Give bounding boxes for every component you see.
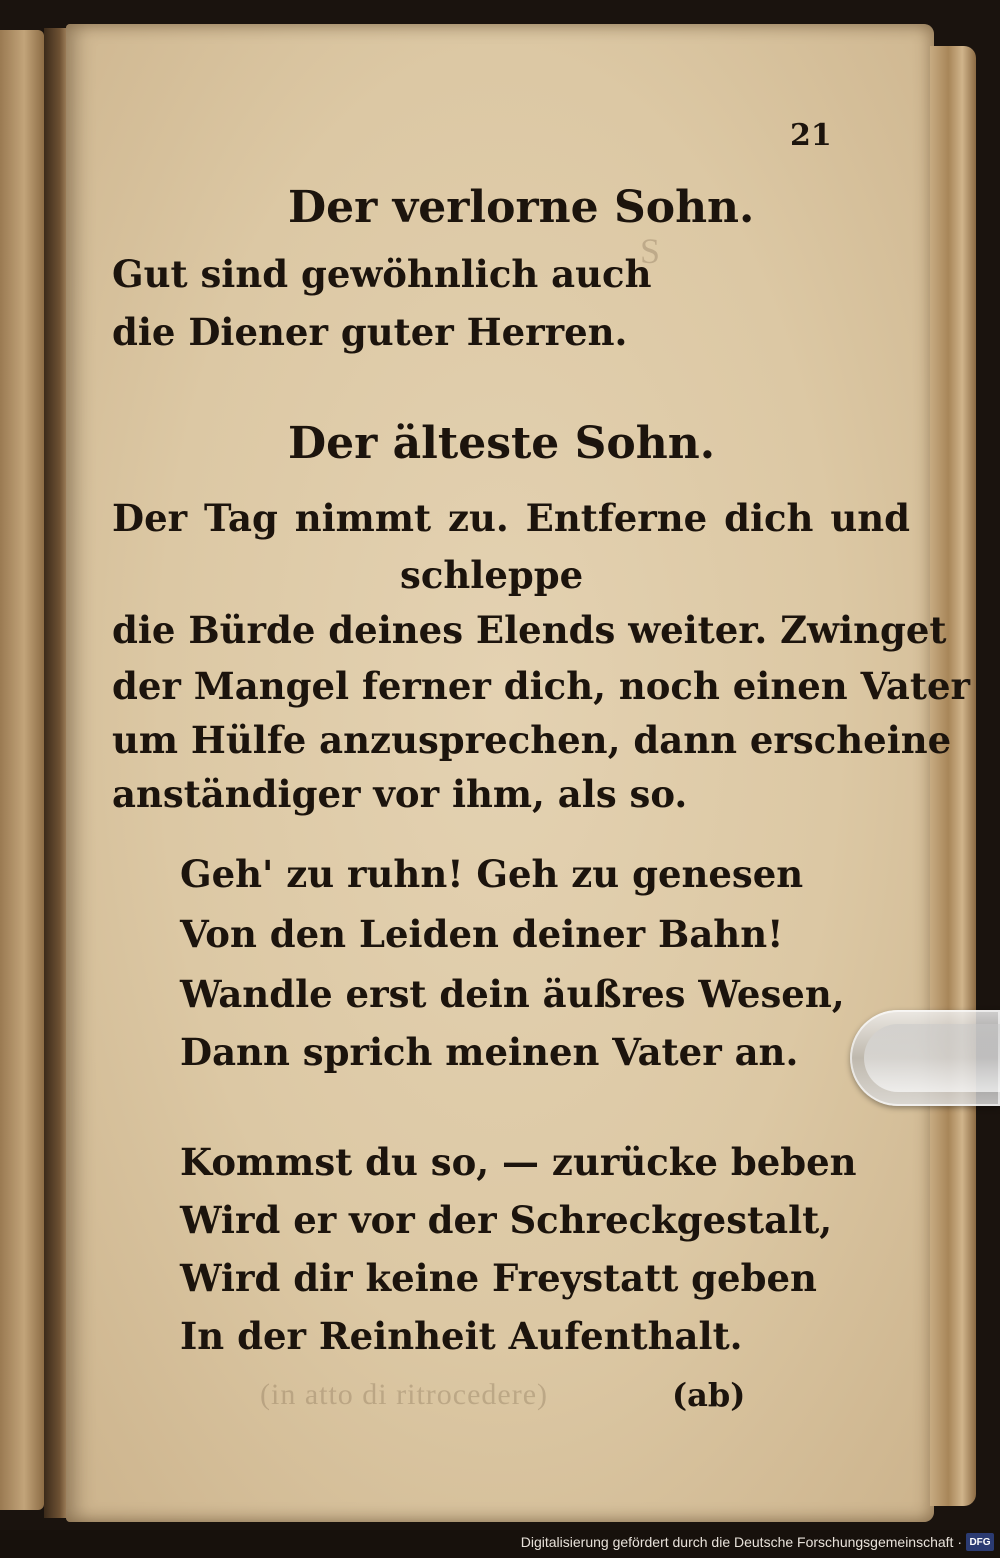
verse-line: Von den Leiden deiner Bahn!	[180, 912, 784, 956]
page-fore-edge	[930, 46, 976, 1506]
text-line: Der Tag nimmt zu. Entferne dich und	[112, 496, 911, 540]
bleed-through-text: (in atto di ritrocedere)	[260, 1378, 549, 1411]
text-line: die Bürde deines Elends weiter. Zwinget	[112, 608, 947, 652]
catchword: (ab)	[672, 1376, 746, 1414]
section-heading: Der älteste Sohn.	[288, 418, 716, 469]
verse-line: Geh' zu ruhn! Geh zu genesen	[180, 852, 804, 896]
bleed-through-text: S	[640, 231, 662, 271]
digitization-credit: Digitalisierung gefördert durch die Deutsche Forschungsgemeinschaft ·	[520, 1534, 962, 1550]
page-number: 21	[790, 118, 832, 153]
text-line: der Mangel ferner dich, noch einen Vater	[112, 664, 970, 708]
text-line: die Diener guter Herren.	[112, 310, 628, 354]
page-holder-clip	[850, 1010, 1000, 1106]
verse-line: Dann sprich meinen Vater an.	[180, 1030, 799, 1074]
section-heading: Der verlorne Sohn.	[288, 182, 755, 233]
text-line: Gut sind gewöhnlich auch	[112, 252, 652, 296]
verse-line: Wird er vor der Schreckgestalt,	[180, 1198, 833, 1242]
verse-line: Kommst du so, — zurücke beben	[180, 1140, 857, 1184]
left-page-edge	[0, 30, 44, 1510]
dfg-logo: DFG	[966, 1533, 994, 1551]
verse-line: In der Reinheit Aufenthalt.	[180, 1314, 743, 1358]
verse-line: Wandle erst dein äußres Wesen,	[180, 972, 845, 1016]
text-line: um Hülfe anzusprechen, dann erscheine	[112, 718, 952, 762]
text-line: schleppe	[400, 553, 584, 597]
text-line: anständiger vor ihm, als so.	[112, 772, 688, 816]
verse-line: Wird dir keine Freystatt geben	[180, 1256, 817, 1300]
